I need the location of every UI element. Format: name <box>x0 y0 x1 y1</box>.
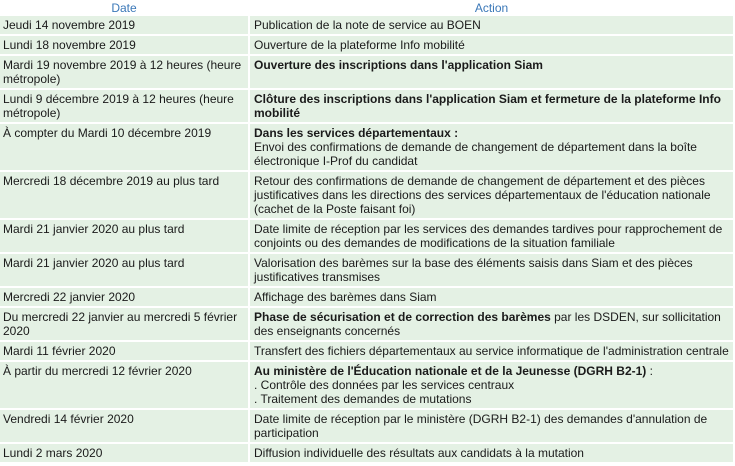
date-cell: Mardi 11 février 2020 <box>0 342 250 362</box>
action-cell <box>250 362 735 410</box>
table-row <box>0 16 735 36</box>
table-row <box>0 220 735 254</box>
action-text: Envoi des confirmations de demande de changement de département dans la boîte électronique I-Prof du candidat <box>254 140 697 168</box>
column-header-date: Date <box>0 0 250 16</box>
date-cell: Mardi 19 novembre 2019 à 12 heures (heure métropole) <box>0 56 250 90</box>
action-heading: Au ministère de l'Éducation nationale et de la Jeunesse (DGRH B2-1) <box>254 364 647 378</box>
table-row <box>0 90 735 124</box>
date-cell: Mardi 21 janvier 2020 au plus tard <box>0 220 250 254</box>
action-cell: Diffusion individuelle des résultats aux candidats à la mutation <box>250 444 735 464</box>
table-row <box>0 124 735 172</box>
table-row <box>0 36 735 56</box>
action-cell: Transfert des fichiers départementaux au service informatique de l'administration centrale <box>250 342 735 362</box>
table-row <box>0 342 735 362</box>
date-cell: Mercredi 22 janvier 2020 <box>0 288 250 308</box>
date-cell: Jeudi 14 novembre 2019 <box>0 16 250 36</box>
action-heading: Phase de sécurisation et de correction des barèmes <box>254 310 551 324</box>
action-heading-tail: : <box>646 364 653 378</box>
date-cell: Vendredi 14 février 2020 <box>0 410 250 444</box>
action-heading: Dans les services départementaux : <box>254 126 459 140</box>
date-cell: Lundi 18 novembre 2019 <box>0 36 250 56</box>
table-row <box>0 288 735 308</box>
date-cell: Mardi 21 janvier 2020 au plus tard <box>0 254 250 288</box>
action-cell <box>250 124 735 172</box>
date-cell: À partir du mercredi 12 février 2020 <box>0 362 250 410</box>
action-cell: Date limite de réception par le ministère (DGRH B2-1) des demandes d'annulation de participation <box>250 410 735 444</box>
action-cell: Ouverture de la plateforme Info mobilité <box>250 36 735 56</box>
date-cell: Du mercredi 22 janvier au mercredi 5 février 2020 <box>0 308 250 342</box>
table-header-row <box>0 0 735 16</box>
date-cell: Lundi 9 décembre 2019 à 12 heures (heure métropole) <box>0 90 250 124</box>
action-line: . Traitement des demandes de mutations <box>254 392 472 406</box>
action-cell: Clôture des inscriptions dans l'application Siam et fermeture de la plateforme Info mobilité <box>250 90 735 124</box>
date-cell: À compter du Mardi 10 décembre 2019 <box>0 124 250 172</box>
table-row <box>0 172 735 220</box>
column-header-action: Action <box>250 0 735 16</box>
action-line: . Contrôle des données par les services centraux <box>254 378 515 392</box>
table-row <box>0 308 735 342</box>
table-row <box>0 56 735 90</box>
action-cell <box>250 308 735 342</box>
date-cell: Mercredi 18 décembre 2019 au plus tard <box>0 172 250 220</box>
action-cell: Affichage des barèmes dans Siam <box>250 288 735 308</box>
action-cell: Ouverture des inscriptions dans l'application Siam <box>250 56 735 90</box>
action-cell: Valorisation des barèmes sur la base des éléments saisis dans Siam et des pièces justificatives transmises <box>250 254 735 288</box>
action-cell: Date limite de réception par les services des demandes tardives pour rapprochement de conjoints ou des demandes de modifications de la situation familiale <box>250 220 735 254</box>
table-row <box>0 362 735 410</box>
action-text: par les DSDEN, sur sollicitation des enseignants concernés <box>254 310 721 338</box>
table-row <box>0 254 735 288</box>
table-row <box>0 444 735 464</box>
date-cell: Lundi 2 mars 2020 <box>0 444 250 464</box>
action-cell: Publication de la note de service au BOEN <box>250 16 735 36</box>
action-cell: Retour des confirmations de demande de changement de département et des pièces justificatives dans les directions des services départementaux de l'éducation nationale (cachet de la Poste faisant foi) <box>250 172 735 220</box>
table-row <box>0 410 735 444</box>
